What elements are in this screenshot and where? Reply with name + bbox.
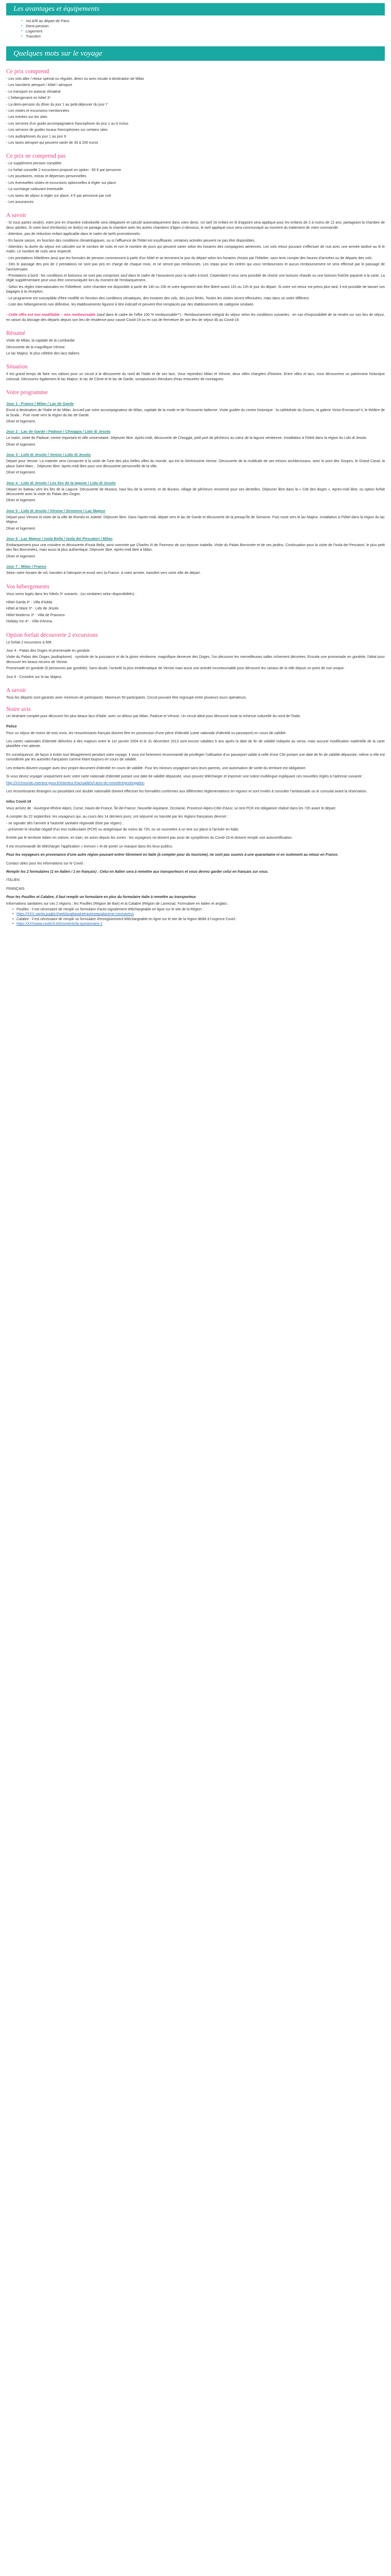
- includes-line: - Le transport en autocar climatisé: [6, 90, 61, 94]
- option-line: Jour 4 - Palais des Doges et promenade en gondole.: [6, 649, 91, 653]
- formalites-paragraph: Les ressortissants étrangers ou possédant une double nationalité doivent effectuer les formalités conformes aux différentes règlementations en vigueur et sont invités à consulter l'ambassade ou le consulat avant la réservation.: [6, 789, 367, 793]
- option-title: Option forfait découverte 2 excursions: [6, 632, 98, 638]
- equipment-list: [6, 19, 385, 39]
- misc-title: A savoir: [6, 687, 26, 694]
- excludes-line: - Le supplément pension complète: [6, 162, 62, 166]
- day-text: Envol à destination de l'Italie et de Milan. Accueil par votre accompagnateur de Milan, capitale de la mode et de l'économie italienne. Visite guidée du centre historique : la cathédrale du Duomo, la galerie Victor-Emmanuel II, le théâtre de la Scala... Puis route vers la région du lac de Garde.: [6, 409, 385, 417]
- includes-line: - Les audiophones du jour 1 au jour 6: [6, 134, 66, 139]
- includes-line: - Les vols aller / retour spécial ou régulier, direct ou avec escale à destination de Milan: [6, 77, 144, 81]
- day-meal: Dîner et logement.: [6, 420, 36, 424]
- formalites-paragraph: Si vous devez voyager uniquement avec votre carte nationale d'identité portant une date de validité dépassée, vous pouvez télécharger et imprimer une notice multilingue expliquant ces nouvelles règles à l'adresse suivante :: [6, 775, 364, 779]
- savoir-paragraph: - Les prestations hôtelières ainsi que les formules de pension commencent à partir d'un hôtel et se terminent le jour du départ selon les horaires choisis par l'hôtelier, sans tenir compte des heures d'arrivées ou de départs des vols.: [6, 256, 373, 260]
- savoir-paragraph: - Prestations à bord : les conditions et boissons ne sont pas comprises sauf dans le cadre de l'assurance pour la cadre à bord. Cependant il vous sera possible de choisir une boisson chaude ou une boisson fraîche payante à la carte. La règle supplémentaire peut vous être communiquée lors du moment de l'embarquement.: [6, 274, 385, 283]
- equipment-item: ▪ Transfert: [26, 34, 385, 39]
- savoir-title: A savoir: [6, 212, 26, 219]
- programme-day: [6, 536, 385, 559]
- programme-day: [6, 564, 385, 575]
- situation-title: Situation: [6, 364, 28, 370]
- excludes-line: - Les pourboires, extras et dépenses personnelles: [6, 175, 87, 179]
- day-title: Jour 3 : Lido di Jesolo / Venise / Lido di Jesolo: [6, 452, 91, 457]
- situation-text: Il est grand temps de faire vos valises pour un circuit à la découverte du nord de l'Italie et de ses lacs. Vous rejoindrez Milan et Vérone, deux villes chargées d'histoire. Entre villes et lacs, vous découvrirez un patrimoine historique colossal. Découvrez également le lac Majeur, le lac de Côme et le lac de Garde, somptueuses étendues d'eau entourées de montagnes.: [6, 372, 385, 381]
- includes-list: [6, 77, 385, 145]
- savoir-paragraph: - Si vous partez seul(e), votre prix en chambre individuelle sera obligatoire et calculé automatiquement dans votre devis. Un tarif 2e enfant en lit d'appoint sera appliqué pour les enfants de 2 à moins de 12 ans, partageant la chambre de deux adultes. Si votre bout d'enfant(s) ne doit(s) ne partage pas la chambre avec les autres chambres d'âges ci-dessous, le tarif appliqué vous sera communiqué au moment du traitement de votre commande.: [6, 221, 385, 230]
- region-item: [17, 917, 385, 922]
- notre-avis-text: Un itinéraire complet pour découvrir les plus beaux lacs d'Italie, avec un détour par Milan, Padoue et Vérone. Un circuit idéal pour découvrir toute la richesse culturelle du nord de l'Italie.: [6, 714, 301, 718]
- day-title: Jour 5 : Lido di Jesolo / Vérone / Sirmione / Lac Majeur: [6, 508, 106, 513]
- day-title: Jour 2 : Lac de Garde / Padoue / Chioggia / Lido di Jesolo: [6, 429, 111, 434]
- equipment-header: Les avantages et équipements: [6, 3, 385, 15]
- calabre-link[interactable]: https://XXXwww.covid19.it/it/contents/la-questionario-1: [17, 922, 103, 926]
- day-meal: Dîner et logement.: [6, 554, 36, 558]
- hebergements-title: Vos hébergements: [6, 583, 50, 590]
- day-text: Départ pour Venise. La matinée sera consacrée à la visite de l'une des plus belles villes du monde, qui est la Sérénissime Venise. Découverte de la multitude de ses trésors architecturaux, avec le pont des Soupirs, le Grand Canal, la place Saint-Marc... Déjeuner libre. Après-midi libre pour une découverte personnelle de la ville.: [6, 460, 385, 468]
- savoir-offer-note: [6, 313, 385, 323]
- day-text: Le matin, visite de Padoue, centre important et ville universitaire. Déjeuner libre. Après-midi, découverte de Chioggia, petit port de pêcheurs au cœur de la lagune vénitienne. Installation à l'hôtel dans la région du Lido di Jesolo.: [6, 436, 367, 440]
- equipment-item: ▪ Logement: [26, 29, 385, 34]
- nonrefundable-label: - Cette offre est non modifiable – non remboursable: [6, 313, 96, 317]
- pouilles-text: Pouilles : il est nécessaire de remplir un formulaire d'auto-signalement téléchargeable en ligne sur le site de la Région :: [17, 908, 204, 911]
- savoir-paragraph: - Dès le passage des prix de 2 prestations ne sont pas pris en charge de chaque mois, et ne seront pas remboursés. Les repas pour les ordres qui vous remboursons et aucun remboursement ne sera effectué par le passage de l'anniversaire.: [6, 263, 385, 272]
- resume-list: [6, 338, 385, 356]
- country-francais: FRANÇAIS: [6, 887, 25, 891]
- hotel-line: Hôtel Moderno 3* - Villa de Pravomo: [6, 613, 65, 617]
- covid-paragraph: A compter du 22 septembre, les voyageurs qui, au cours des 14 derniers jours, ont séjourné ou transité par les régions françaises devront :: [6, 815, 229, 819]
- pouilles-link[interactable]: https://XXX.sanita.puglia.it/web/pugliasalute/autosegnalazione-coronavirus: [17, 912, 134, 917]
- includes-line: - Les entrées sur les sites: [6, 115, 47, 120]
- regions-list: [6, 907, 385, 927]
- covid-title: Infos Covid-19: [6, 800, 31, 804]
- resume-line: Visite de Milan, la capitale de la Lombardie: [6, 339, 75, 343]
- programme-day: [6, 401, 385, 424]
- hotel-line: Hôtel al Mare 3* - Lido de Jesolo: [6, 607, 59, 611]
- equipment-item: ▪ Demi-pension: [26, 24, 385, 29]
- hotel-line: Holiday Inn 4* - Villa d'Arona: [6, 620, 52, 624]
- programme-day: [6, 509, 385, 531]
- formalites-title: Police: [6, 725, 17, 729]
- option-line: Promenade en gondole (6 personnes par gondole). Sans doute, l'activité la plus emblématique de Venise mais aussi une activité incontournable pour découvrir les canaux de la ville depuis un point de vue unique.: [6, 667, 345, 671]
- misc-text: Tous les départs sont garantis avec minimum de participants. Maximum 50 participants. Circuit pouvant être regroupé entre plusieurs tours opérateurs.: [6, 696, 247, 700]
- formalites-paragraph: Les cartes nationales d'identité délivrées à des majeurs entre le 1er janvier 2004 et le 31 décembre 2013 sont encore valables 5 ans après la date de fin de validité indiquée au verso, mais aucune modification matérielle de la carte plastifiée n'en atteste.: [6, 740, 385, 749]
- covid-paragraph: Il est recommandé de télécharger l'application « Immuni » et de porter un masque dans les lieux publics.: [6, 844, 173, 849]
- includes-line: - La demi-pension du dîner du jour 1 au petit-déjeuner du jour 7: [6, 103, 108, 107]
- programme-day: [6, 452, 385, 475]
- day-title: Jour 6 : Lac Majeur / Isola Bella / Isola dei Pescatori / Milan: [6, 536, 113, 541]
- includes-line: - Les services de guides locaux francophones sur certains sites: [6, 128, 108, 132]
- resume-line: Le lac Majeur, le plus célèbre des lacs italiens: [6, 352, 80, 356]
- programme-day: [6, 481, 385, 503]
- hebergements-intro: Vous serez logés dans les hôtels 3* suivants : (ou similaires selon disponibilités) :: [6, 592, 137, 596]
- regions-text: Informations sanitaires sur ces 2 régions : les Pouilles (Région de Bari) et la Calabre (Région de Lamezia). Formulaire en italien et anglais :: [6, 902, 229, 906]
- day-meal: Dîner et logement.: [6, 443, 36, 447]
- includes-line: - Les visites et excursions mentionnées: [6, 109, 70, 113]
- day-title: Jour 4 : Lido di Jesolo / Les îles de la lagune / Lido di Jesolo: [6, 480, 116, 485]
- includes-line: - Les services d'un guide accompagnateur francophone du jour 1 au 6 inclus: [6, 122, 128, 126]
- includes-title: Ce prix comprend: [6, 69, 50, 75]
- calabre-text: Calabre : il est nécessaire de remplir un formulaire d'enregistrement téléchargeable en ligne sur le site de la région dédié à l'urgence Covid :: [17, 917, 237, 921]
- region-item: [17, 912, 385, 917]
- nonrefundable-detail: (sauf dans le cadre de l'offre 100 % remboursable**) : Remboursement intégral du séjour selon les conditions suivantes : en cas d'impossibilité de se rendre sur son lieu de séjour, en raison du blocage des départs depuis son lieu de résidence pour cause Covid-19 ou en cas de fermeture de son lieu de séjour dû au Covid-19.: [6, 313, 385, 322]
- equipment-item: ▪ Vol A/R au départ de Paris: [26, 19, 385, 24]
- hotel-line: Hôtel Garda 3* - Villa d'Adda: [6, 600, 53, 604]
- day-text: Selon votre horaire de vol, transfert à l'aéroport et envol vers la France. A votre arrivée, transfert vers votre ville de départ.: [6, 571, 201, 575]
- excludes-line: - La surcharge carburant éventuelle: [6, 188, 63, 192]
- savoir-paragraph: - Attention, pas de réduction enfant applicable dans le cadre de tarifs promotionnels.: [6, 232, 141, 236]
- savoir-paragraph: - Le programme est susceptible d'être modifié en fonction des conditions climatiques, des horaires des vols, des jours fériés. Toutes les visites seront effectuées, mais dans un ordre différent.: [6, 296, 310, 300]
- option-line: Visite du Palais des Doges (audiophone) : symbole de la puissance et de la gloire vénitienne, magnifique demeure des Doges, l'on découvre les merveilleuses salles richement décorées. Ensuite une promenade en gondole, l'idéal pour découvrir les beaux recoins de Venise.: [6, 655, 385, 664]
- region-item: [17, 907, 385, 912]
- savoir-body: [6, 221, 385, 323]
- savoir-paragraph: - Attention, la durée du séjour est calculée sur le nombre de nuits et non le nombre de jours qui peuvent varier selon les horaires des compagnies aériennes. Les vols retour pouvant s'effectuer de nuit avec une arrivée tardive au lit le matin. Le nombre de nuits sera respecté.: [6, 245, 385, 254]
- excludes-line: - Les assurances: [6, 200, 34, 204]
- covid-paragraph: - se signaler dès l'arrivée à l'autorité sanitaire régionale (liste par région) ;: [6, 821, 124, 825]
- programme-day: [6, 429, 385, 447]
- includes-line: - L'hébergement en hôtel 3*: [6, 96, 51, 100]
- covid-paragraph: - présenter le résultat négatif d'un test moléculaire (PCR) ou antigénique de moins de 72h, ou se soumettre à un test sur place à l'arrivée en Italie.: [6, 827, 239, 832]
- contacts-intro: Contact utiles pour les informations sur le Covid :: [6, 861, 85, 866]
- savoir-paragraph: - Selon les règles internationales en l'hôtellerie, votre chambre est disponible à partir de 14h ou 15h et votre logement doit être libéré avant 11h ou 12h le jour du départ. Si votre vol retour est prévu plus tard, il est possible de laisser vos bagages à la réception.: [6, 285, 385, 294]
- covid-paragraph: Pour les voyageurs en provenance d'une autre région pouvant entrer librement en Italie (à compter pour du tourisme), ne sont pas soumis à une quarantaine ni en isolement au retour en France.: [6, 853, 338, 857]
- includes-line: - Les taxes aéroport qui peuvent varier de 30 à 200 euros: [6, 141, 99, 145]
- day-title: Jour 1 : France / Milan / Lac de Garde: [6, 401, 74, 406]
- formalites-paragraph: En conséquence, de façon à éviter tout désagrément pendant votre voyage, il vous est fortement recommandé de privilégier l'utilisation d'un passeport valide à celle d'une CNI portant une date de fin de validité dépassée, même si elle est considérée par les autorités françaises comme étant toujours en cours de validité.: [6, 753, 385, 762]
- about-header: Quelques mots sur le voyage: [6, 46, 385, 61]
- regions-title: Pour les Pouilles et Calabre, il faut remplir un formulaire en plus du formulaire italie à remettre au transporteur.: [6, 895, 197, 900]
- day-meal: Dîner et logement.: [6, 527, 36, 531]
- excludes-line: - Les taxes de séjour à régler sur place, 4 € par personne par nuit: [6, 194, 111, 198]
- day-text: Départ pour Vérone et visite de la ville de Roméo et Juliette. Déjeuner libre. Dans l'après-midi, départ vers le lac de Garde et découverte de la presqu'île de Sirmione. Puis route vers le lac Majeur. Installation à l'hôtel dans la région du lac Majeur.: [6, 515, 385, 524]
- excludes-list: [6, 161, 385, 205]
- day-meal: Dîner et logement.: [6, 471, 36, 475]
- day-meal: Dîner et logement.: [6, 499, 36, 503]
- option-price: Le forfait 2 excursions à 65€: [6, 640, 52, 645]
- formalites-paragraph: Les enfants doivent voyager avec leur propre document d'identité en cours de validité. Pour les mineurs voyageant sans leurs parents, une autorisation de sortie du territoire est obligatoire.: [6, 766, 306, 770]
- option-line: Jour 6 - Croisière sur le lac Majeur.: [6, 675, 62, 679]
- excludes-line: - Les éventuelles visites et excursions optionnelles à régler sur place: [6, 181, 116, 185]
- notre-avis-title: Notre avis: [6, 706, 31, 713]
- savoir-paragraph: - Liste des hébergements non définitive, les établissements figurent à titre indicatif et peuvent être remplacés par des établissements de catégorie similaire.: [6, 303, 254, 307]
- formalites-paragraph: Pour un séjour de moins de trois mois, les ressortissants français doivent être en possession d'une pièce d'identité (carte nationale d'identité ou passeport) en cours de validité.: [6, 731, 287, 735]
- covid-paragraph: Vous arrivez de : Auvergne-Rhône-Alpes, Corse, Hauts-de-France, Île-de-France, Nouvelle-Aquitaine, Occitanie, Provence-Alpes-Côte d'Azur, un test PCR est obligatoire réalisé dans les 72h avant le départ.: [6, 806, 336, 810]
- day-title: Jour 7 : Milan / France: [6, 564, 47, 569]
- contacts-line: Remplir les 2 formulaires (1 en Italien / 1 en français) : Celui en Italien sera à remettre aux transporteurs et vous devrez garder celui en français sur vous.: [6, 870, 269, 874]
- day-text: Départ en bateau vers les îles de la Lagune. Découverte de Murano, haut lieu de la verrerie, et de Burano, village de pêcheurs renommé pour ses dentelles. Déjeuner libre dans la « Cité des doges ». Après-midi libre, ou option forfait découverte avec la visite du Palais des Doges.: [6, 487, 385, 496]
- resume-title: Résumé: [6, 330, 26, 337]
- covid-paragraph: Entrée par le territoire italien en voiture, en train, en avion depuis les zones : les voyageurs ne doivent pas avoir de symptômes du Covid-19 et doivent remplir une autocertification.: [6, 836, 293, 840]
- day-text: Embarquement pour une croisière et découverte d'Isola Bella, ainsi nommée par Charles III de l'honneur de son épouse Isabella. Visite du Palais Borromée et de ses jardins. Continuation pour la visite de l'Isola dei Pescatori, le plus petit des îles Borromées, mais aussi la plus authentique. Déjeuner libre. Après-midi libre à Milan.: [6, 543, 385, 552]
- programme-title: Votre programme: [6, 389, 48, 396]
- includes-line: - Les transferts aéroport / hôtel / aéroport: [6, 83, 72, 88]
- excludes-title: Ce prix ne comprend pas: [6, 153, 66, 160]
- resume-line: Découverte de la magnifique Vérone: [6, 345, 65, 349]
- region-item: [17, 922, 385, 926]
- country-italien: ITALIEN: [6, 878, 20, 883]
- excludes-line: - Le forfait conseillé 2 excursions proposé en option : 65 € par personne: [6, 168, 121, 172]
- formalites-link[interactable]: http://XXXmondo.interieur.gouv.fr/Interieur.fr/actualités/l-actu-du-ministère/prolongation: [6, 781, 144, 785]
- savoir-paragraph: - En basse saison, en fonction des conditions climatologiques, ou si l'affluence de l'hôtel est insuffisante, certaines activités peuvent ne pas être disponibles.: [6, 239, 255, 243]
